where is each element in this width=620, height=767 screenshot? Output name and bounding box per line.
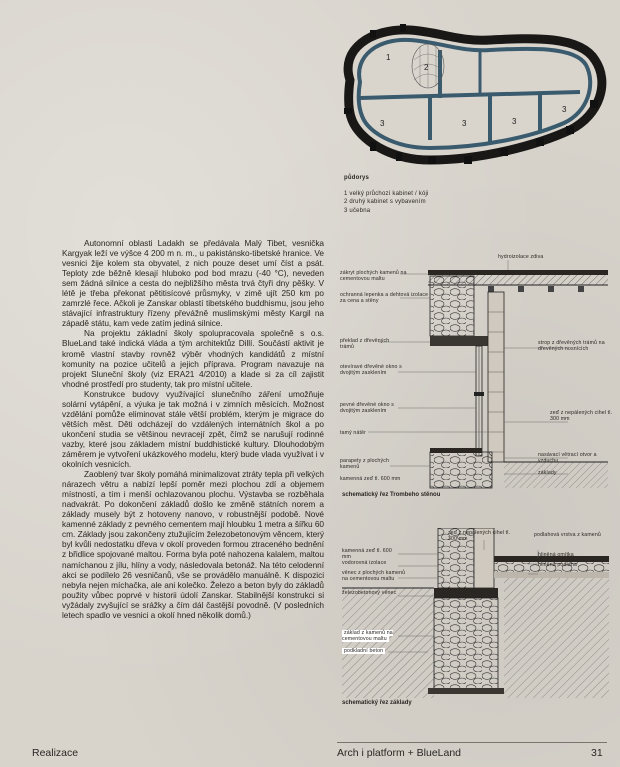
floor-plan-drawing bbox=[330, 20, 610, 170]
plan-number-2: 2 bbox=[424, 63, 429, 72]
section1-label: parapety z plochých kamenů bbox=[340, 458, 389, 471]
section2-label: zeď z nepálených cihel tl. 300 mm bbox=[448, 530, 511, 543]
plan-legend bbox=[344, 174, 594, 215]
article-paragraph: Na projektu základní školy spolupracovala společně s o.s. BlueLand také indická vláda a tým architektůz Dillí. Součástí aktivit je kromě vlastní stavby rovněž výběr vhodných kandidátů z místní komunity na pozice učitelů a jejich příprava. Program navazuje na projekt Sluneční školy (viz ERA21 4/2010) a klade si za cíl zajistit vhodné prostředí pro studenty, tak pro místní učitele. bbox=[62, 328, 324, 389]
plan-number-3b: 3 bbox=[462, 119, 467, 128]
section1-label: pevné dřevěné okno s dvojitým zasklením bbox=[340, 402, 395, 415]
section2-caption: schematický řez základy bbox=[342, 700, 412, 706]
footer-title: Arch i platform + BlueLand bbox=[337, 747, 462, 759]
section1-label: základy bbox=[538, 470, 557, 476]
section1-label: hydroizolace zdiva bbox=[498, 254, 544, 260]
trombe-wall-section bbox=[338, 252, 613, 502]
section1-label: zákryt plochých kamenů na cementovou maltu bbox=[340, 270, 407, 283]
plan-number-3a: 3 bbox=[380, 119, 385, 128]
legend-item: 3 učebna bbox=[344, 207, 371, 214]
section2-label: kamenná zeď tl. 600 mm bbox=[342, 548, 392, 561]
section1-label: ochranná lepenka a dehtová izolace za cena a stěny bbox=[340, 292, 429, 305]
article-paragraph: Autonomní oblasti Ladakh se předávala Malý Tibet, vesnička Kargyak leží ve výšce 4 200 m n. m., u pakistánsko-tibetské hranice. Ve vesnici žije kolem sta obyvatel, z nich pouze deset umí číst a psát. Teploty zde běžně klesají hluboko pod bod mrazu (-40 °C), neveden sem žádná silnice a cesta do nejbližšího města trvá čtyři dny pěšky. V létě je třeba překonat pětitisícové průsmyky, v zimě ujít 250 km po zamrzlé řece. Ačkoli je Zanskar oblastí tibetského buddhismu, jsou jeho stávající infrastruktury řízeny převážně muslimskými městy Kargil na západě státu, kam vede zatím jediná silnice. bbox=[62, 238, 324, 329]
section2-label: hliněná podlaha bbox=[538, 562, 577, 568]
section2-label: podkladní beton bbox=[344, 648, 384, 654]
section2-label: vodorovná izolace bbox=[342, 560, 387, 566]
section1-label: tamý nátěr bbox=[340, 430, 367, 436]
section1-label: nasávací větrací otvor a vzduchu bbox=[538, 452, 597, 465]
section2-label: základ z kamenů na cementovou maltu bbox=[342, 630, 393, 643]
section2-label: podlahová vrstva z kamenů bbox=[534, 532, 601, 538]
page-footer bbox=[0, 742, 620, 762]
legend-item: 1 velký průchozí kabinet / kóji bbox=[344, 190, 429, 197]
legend-title: půdorys bbox=[344, 175, 370, 181]
article-paragraph: Konstrukce budovy využívající slunečního záření umožňuje solární vytápění, a výuka je tak možná i v zimních měsících. Možnost vzdělání pomůže eliminovat stále větší problém, kterým je migrace do větších měst. Děti odcházejí do vzdálených internátních škol a po ukončení studia se většinou nevracejí zpět, čímž se narušují rodinné vazby, které jsou základem místní buddhistické kultury. Dlouhodobým záměrem je vytvoření ukázkového modelu, který bude vlada využívat i v okolních vesnicích. bbox=[62, 388, 324, 470]
footer-section-label: Realizace bbox=[32, 747, 79, 759]
section1-label: strop z dřevěných trámů na dřevěných nosnících bbox=[538, 340, 605, 353]
section2-label: hliněná omítka bbox=[538, 552, 574, 558]
footer-rule bbox=[337, 742, 607, 743]
article-paragraph: Zaoblený tvar školy pomáhá minimalizovat ztráty tepla při velkých nárazech větru a nabízí lepší poměr mezi plochou zdí a objemem místností, a tím i menší ochlazovanou plochu. Výstavba se rozběhala nadvakrát. Po dokončení základů došlo ke změně státních norem a základy musely být z hotoveny nanovo, v robustnější podobě. Nové kamenné základy z pevného cementem mají hloubku 1 metra a šířku 60 cm. Základy jsou zakončeny ztužujícím železobetonovým věncem, který byl kvůli nedostatku dřeva v okolí proveden formou ztraceného bednění z břidlice spojované maltou. Forma byla poté nahozena kalalem, maltou namíchanou z jílu, hlíny a vody, následovala betonáž. Na této celodenní akci se podílelo 26 vesničanů, vše se provádělo manuálně. K dispozici nebyla nejen míchačka, ale ani kolečko. Železo a beton byly do základů použity vůbec poprvé v historii údolí Zanskar. Stabilnější konstrukci si vyžádaly zvyšující se srážky a čím dál častější povodně. (V posledních letech spadlo ve vesnici a okolí hned několik domů.) bbox=[62, 469, 324, 620]
plan-number-3d: 3 bbox=[562, 105, 567, 114]
section1-label: zeď z nepálených cihel tl. 300 mm bbox=[550, 410, 613, 423]
legend-item: 2 druhý kabinet s vybavením bbox=[344, 199, 426, 206]
section1-label: překlad z dřevěných trámů bbox=[340, 338, 390, 351]
section1-caption: schematický řez Trombeho stěnou bbox=[342, 492, 441, 498]
foundation-section bbox=[338, 528, 613, 713]
plan-number-1: 1 bbox=[386, 53, 391, 62]
section2-label: železobetonový věnec bbox=[342, 590, 397, 596]
section1-label: kamenná zeď tl. 600 mm bbox=[340, 476, 401, 482]
section2-label: věnec z plochých kamenů na cementovou maltu bbox=[342, 570, 406, 583]
page-number: 31 bbox=[591, 747, 603, 759]
article-body bbox=[62, 238, 324, 620]
section1-label: otevíravé dřevěné okno s dvojitým zasklením bbox=[340, 364, 402, 377]
plan-number-3c: 3 bbox=[512, 117, 517, 126]
